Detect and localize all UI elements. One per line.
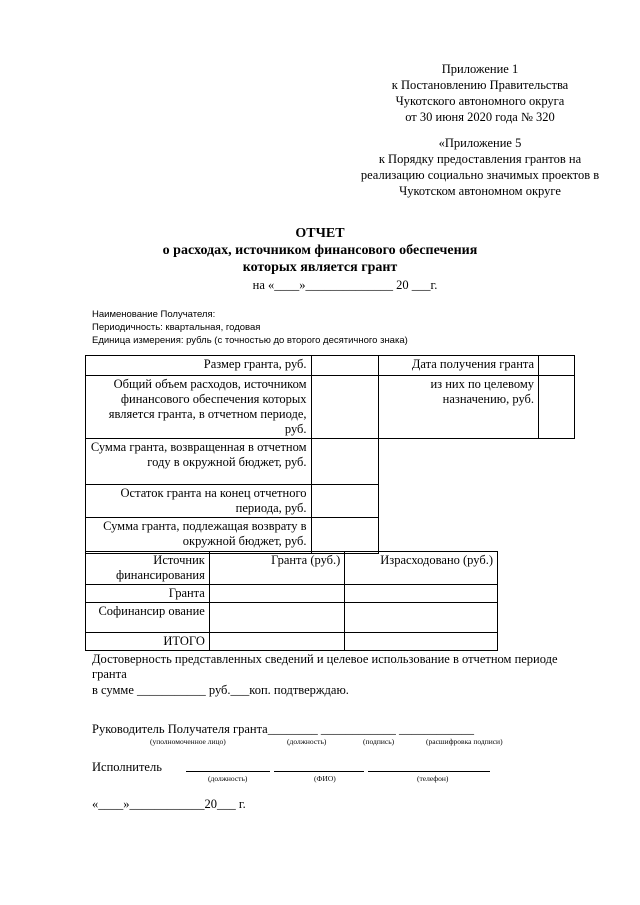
head-signature-line: Руководитель Получателя гранта________ ____________ ____________ (92, 722, 474, 736)
row-grant-amount[interactable] (209, 585, 344, 603)
appendix-5-line2: к Порядку предоставления грантов на (378, 152, 582, 166)
table-row (86, 485, 575, 518)
report-date-line: на «____»______________ 20 ___г. (252, 278, 438, 292)
recipient-label: Наименование Получателя: (92, 309, 216, 320)
targeted-expenses-label: из них по целевому назначению, руб. (379, 376, 539, 439)
appendix-1-line1: Приложение 1 (441, 62, 519, 76)
confirm-line-1: Достоверность представленных сведений и целевое использование в отчетном периоде (92, 652, 558, 666)
table-row (86, 518, 575, 554)
to-return-label: Сумма гранта, подлежащая возврату в окружной бюджет, руб. (86, 518, 312, 554)
appendix-5-line1: «Приложение 5 (438, 136, 522, 150)
total-expenses-label: Общий объем расходов, источником финансового обеспечения которых является гранта, в отчетном периоде, руб. (86, 376, 312, 439)
table-row (86, 585, 498, 603)
confirm-line-3: в сумме ___________ руб.___коп. подтверждаю. (92, 683, 349, 697)
col-grant-header: Гранта (руб.) (209, 552, 344, 585)
row-total-amount[interactable] (209, 633, 344, 651)
report-subtitle-2: которых является грант (242, 260, 398, 275)
table-row (86, 552, 498, 585)
appendix-1-line4: от 30 июня 2020 года № 320 (405, 110, 555, 124)
table-row (86, 603, 498, 633)
periodicity-label: Периодичность: квартальная, годовая (92, 322, 261, 333)
appendix-1-block (330, 61, 630, 125)
grant-date-value[interactable] (539, 356, 575, 376)
executor-position-line (186, 771, 270, 772)
col-spent-header: Израсходовано (руб.) (345, 552, 498, 585)
table-row (86, 376, 575, 439)
row-cofin-spent[interactable] (345, 603, 498, 633)
row-cofin-label: Софинансир ование (86, 603, 210, 633)
appendix-1-line3: Чукотского автономного округа (395, 94, 565, 108)
caption-position: (должность) (287, 737, 327, 746)
col-source-header: Источник финансирования (86, 552, 210, 585)
returned-value[interactable] (311, 439, 379, 485)
unit-label: Единица измерения: рубль (с точностью до второго десятичного знака) (92, 335, 408, 346)
final-date-line: «____»____________20___ г. (92, 797, 246, 811)
row-total-label: ИТОГО (86, 633, 210, 651)
caption-executor-position: (должность) (208, 774, 248, 783)
row-total-spent[interactable] (345, 633, 498, 651)
caption-authorized-person: (уполномоченное лицо) (150, 737, 226, 746)
table-row (86, 356, 575, 376)
report-subtitle-1: о расходах, источником финансового обеспечения (162, 243, 478, 258)
grant-size-value[interactable] (311, 356, 379, 376)
grant-summary-table (85, 355, 575, 554)
remainder-label: Остаток гранта на конец отчетного периода, руб. (86, 485, 312, 518)
appendix-5-line4: Чукотском автономном округе (399, 184, 561, 198)
grant-size-label: Размер гранта, руб. (86, 356, 312, 376)
confirm-line-2: гранта (92, 667, 127, 681)
grant-date-label: Дата получения гранта (379, 356, 539, 376)
executor-name-line (274, 771, 364, 772)
table-row (86, 633, 498, 651)
table-row (86, 439, 575, 485)
appendix-1-line2: к Постановлению Правительства (391, 78, 569, 92)
appendix-5-line3: реализацию социально значимых проектов в (360, 168, 600, 182)
row-grant-spent[interactable] (345, 585, 498, 603)
caption-executor-phone: (телефон) (417, 774, 449, 783)
targeted-expenses-value[interactable] (539, 376, 575, 439)
report-title: ОТЧЕТ (295, 226, 345, 241)
funding-sources-table (85, 551, 498, 651)
returned-label: Сумма гранта, возвращенная в отчетном году в окружной бюджет, руб. (86, 439, 312, 485)
remainder-value[interactable] (311, 485, 379, 518)
executor-label: Исполнитель (92, 760, 162, 774)
caption-signature: (подпись) (363, 737, 395, 746)
total-expenses-value[interactable] (311, 376, 379, 439)
executor-phone-line (368, 771, 490, 772)
row-cofin-amount[interactable] (209, 603, 344, 633)
caption-decoding: (расшифровка подписи) (426, 737, 503, 746)
row-grant-label: Гранта (86, 585, 210, 603)
appendix-5-block (330, 135, 630, 199)
caption-executor-name: (ФИО) (314, 774, 336, 783)
to-return-value[interactable] (311, 518, 379, 554)
